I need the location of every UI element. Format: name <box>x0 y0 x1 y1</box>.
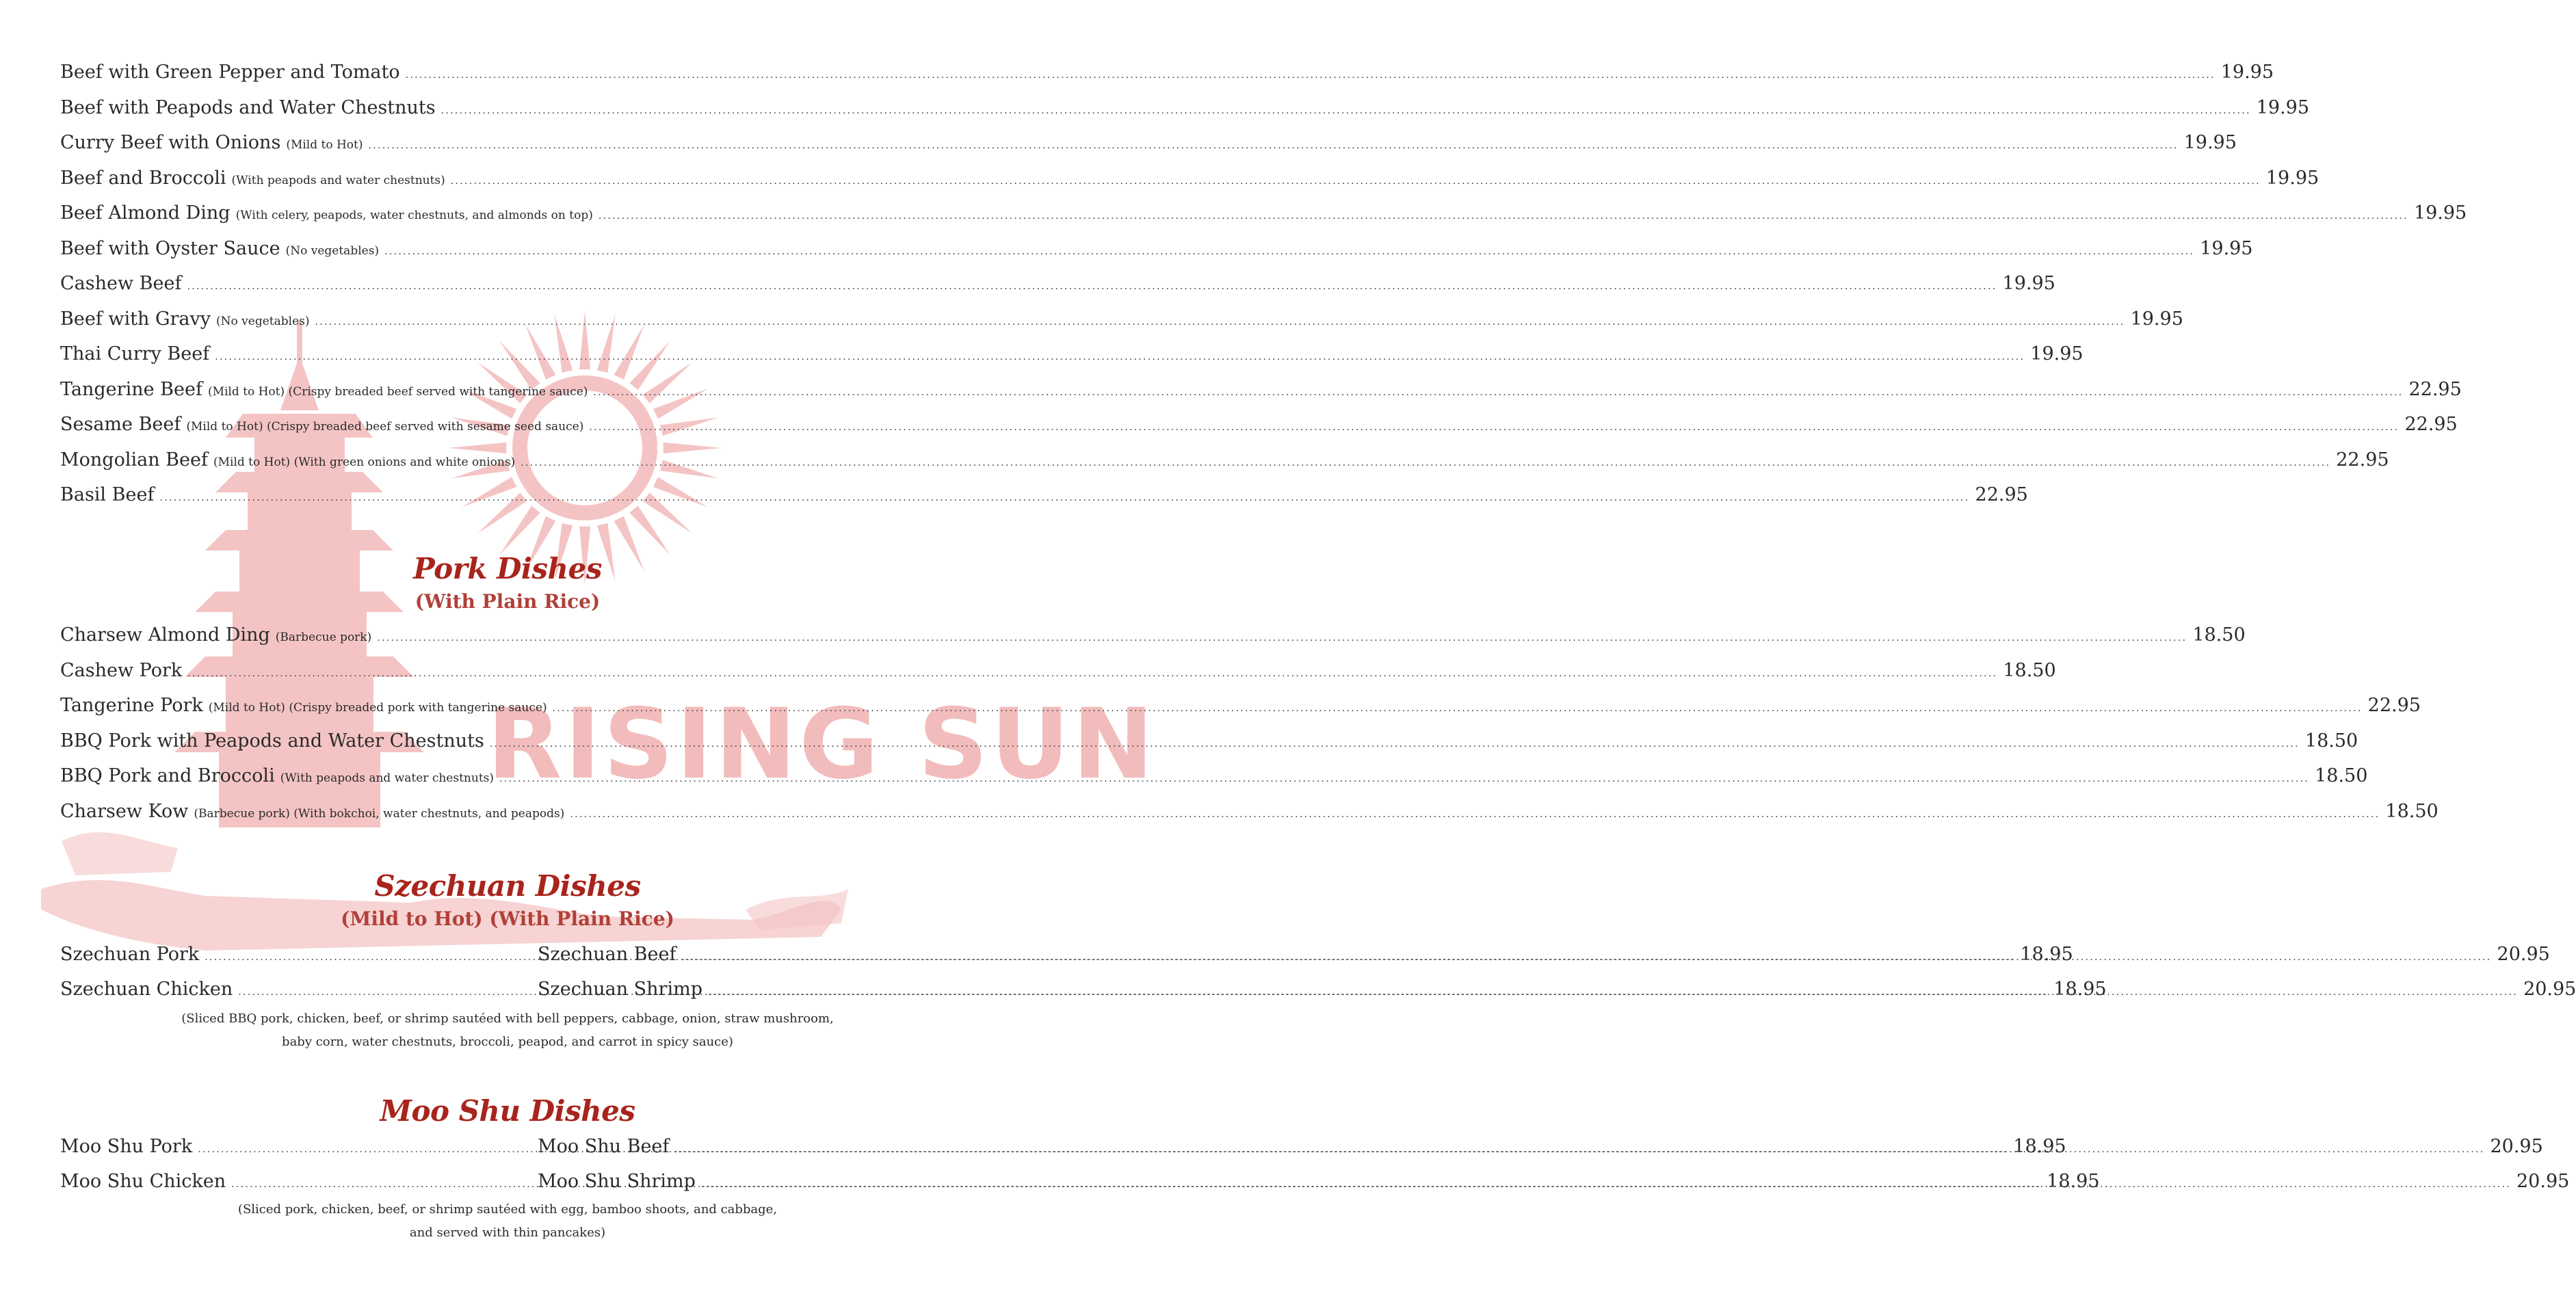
szechuan-section-title: Szechuan Dishes <box>374 869 641 903</box>
dot-leader <box>187 281 1997 293</box>
dish-note: (Mild to Hot) <box>286 138 363 152</box>
dot-leader <box>681 952 2491 964</box>
dish-price: 20.95 <box>2523 979 2576 1000</box>
menu-row <box>60 273 2055 295</box>
dish-note: (With celery, peapods, water chestnuts, and almonds on top) <box>235 209 593 222</box>
dish-note: (Barbecue pork) (With bokchoi, water chestnuts, and peapods) <box>194 806 565 821</box>
dot-leader <box>377 633 2187 644</box>
dot-leader <box>674 1144 2484 1156</box>
dish-name: Beef and Broccoli <box>60 167 226 189</box>
dish-price: 18.50 <box>2304 730 2358 752</box>
dish-price: 19.95 <box>2256 96 2309 118</box>
dish-name: Beef with Oyster Sauce <box>60 237 280 259</box>
dish-price: 22.95 <box>2408 378 2462 400</box>
dish-price: 18.95 <box>2020 944 2073 965</box>
menu-row <box>60 659 2056 682</box>
dot-leader <box>406 70 2216 81</box>
menu-row <box>60 343 2084 365</box>
szechuan-description-line-2: baby corn, water chestnuts, broccoli, peapod, and carrot in spicy sauce) <box>282 1035 733 1049</box>
menu-row <box>60 624 2246 646</box>
dish-name: Cashew Pork <box>60 659 183 681</box>
dish-price: 22.95 <box>2367 695 2421 716</box>
dish-name: Szechuan Shrimp <box>538 979 702 1000</box>
dot-leader <box>570 809 2380 821</box>
dish-name: Tangerine Beef <box>60 378 202 400</box>
menu-row <box>60 449 2389 471</box>
dot-leader <box>708 987 2518 998</box>
dish-price: 19.95 <box>2030 343 2084 364</box>
mooshu-description-line-2: and served with thin pancakes) <box>409 1225 606 1240</box>
dish-price: 19.95 <box>2183 132 2237 153</box>
dish-price: 20.95 <box>2497 944 2550 965</box>
dish-note: (Barbecue pork) <box>275 631 372 644</box>
dish-note: (No vegetables) <box>216 314 310 328</box>
dish-name: Basil Beef <box>60 484 155 505</box>
dish-note: (Mild to Hot) (Crispy breaded beef served with tangerine sauce) <box>207 384 588 399</box>
dot-leader <box>159 492 1969 504</box>
dish-name: Tangerine Pork <box>60 695 203 716</box>
dish-price: 19.95 <box>2130 308 2183 330</box>
dot-leader <box>215 352 2025 363</box>
dish-price: 19.95 <box>2413 202 2467 224</box>
dish-name: Szechuan Pork <box>60 944 200 965</box>
dish-price: 18.95 <box>2013 1136 2066 1157</box>
dish-name: Moo Shu Beef <box>538 1136 670 1157</box>
dish-price: 18.50 <box>2192 624 2246 646</box>
dot-leader <box>593 387 2403 399</box>
menu-row <box>60 765 2368 787</box>
dish-price: 18.50 <box>2315 765 2368 786</box>
dish-price: 18.95 <box>2053 979 2107 1000</box>
dish-name: Moo Shu Pork <box>60 1136 193 1157</box>
szechuan-description <box>0 1007 1015 1054</box>
dish-name: Charsew Almond Ding <box>60 624 270 646</box>
menu-row <box>60 414 2458 436</box>
dish-price: 19.95 <box>2002 273 2055 294</box>
dish-name: Thai Curry Beef <box>60 343 210 364</box>
dot-leader <box>187 668 1997 680</box>
dot-leader <box>384 246 2194 258</box>
dot-leader <box>369 140 2179 152</box>
dish-name: BBQ Pork and Broccoli <box>60 765 275 786</box>
dish-name: Beef with Gravy <box>60 308 211 330</box>
dish-price: 19.95 <box>2220 62 2274 83</box>
dish-price: 18.50 <box>2003 659 2056 681</box>
dish-price: 18.95 <box>2047 1171 2100 1192</box>
menu-row <box>60 800 2439 823</box>
dot-leader <box>451 176 2261 187</box>
dish-name: Charsew Kow <box>60 800 189 822</box>
dish-note: (No vegetables) <box>285 243 380 258</box>
menu-row <box>60 695 2421 717</box>
menu-row <box>60 484 2028 506</box>
menu-row <box>60 132 2237 154</box>
menu-row <box>60 96 2309 119</box>
dish-name: Curry Beef with Onions <box>60 132 281 153</box>
watermark-brand-text: RISING SUN <box>487 688 1157 801</box>
dish-name: Moo Shu Shrimp <box>538 1171 696 1192</box>
dish-price: 22.95 <box>1975 484 2028 505</box>
dish-note: (Mild to Hot) (With green onions and white onions) <box>213 455 516 469</box>
dish-price: 19.95 <box>2265 167 2319 189</box>
dish-note: (With peapods and water chestnuts) <box>280 771 495 785</box>
pork-section-title: Pork Dishes <box>413 552 602 585</box>
dish-name: Szechuan Beef <box>538 944 676 965</box>
mooshu-description <box>0 1198 1015 1245</box>
szechuan-description-line-1: (Sliced BBQ pork, chicken, beef, or shrimp sautéed with bell peppers, cabbage, onion, straw mushroom, <box>181 1011 834 1026</box>
menu-row <box>60 378 2462 401</box>
dish-note: (With peapods and water chestnuts) <box>231 173 445 187</box>
dish-note: (Mild to Hot) (Crispy breaded pork with tangerine sauce) <box>208 701 547 715</box>
mooshu-description-line-1: (Sliced pork, chicken, beef, or shrimp sautéed with egg, bamboo shoots, and cabbage, <box>237 1202 778 1217</box>
dish-name: Szechuan Chicken <box>60 979 233 1000</box>
mooshu-section-title: Moo Shu Dishes <box>380 1094 635 1128</box>
pork-section-subtitle: (With Plain Rice) <box>415 590 601 613</box>
dish-name: Cashew Beef <box>60 273 182 294</box>
menu-row <box>60 202 2467 224</box>
dish-price: 20.95 <box>2490 1136 2543 1157</box>
menu-row <box>60 730 2358 752</box>
dish-price: 22.95 <box>2336 449 2389 470</box>
dish-name: BBQ Pork with Peapods and Water Chestnuts <box>60 730 484 752</box>
dish-name: Beef Almond Ding <box>60 202 231 224</box>
dish-price: 18.50 <box>2385 800 2439 822</box>
dish-price: 19.95 <box>2200 237 2253 259</box>
dot-leader <box>490 739 2300 750</box>
dish-price: 20.95 <box>2516 1171 2570 1192</box>
dot-leader <box>599 211 2408 222</box>
menu-row <box>60 308 2183 330</box>
dot-leader <box>521 457 2330 469</box>
dish-name: Moo Shu Chicken <box>60 1171 226 1192</box>
dot-leader <box>701 1179 2511 1191</box>
szechuan-section-subtitle: (Mild to Hot) (With Plain Rice) <box>341 907 674 930</box>
dish-price: 22.95 <box>2404 414 2458 435</box>
menu-row <box>60 167 2319 189</box>
dot-leader <box>553 703 2363 715</box>
dish-name: Sesame Beef <box>60 414 181 435</box>
dot-leader <box>589 422 2399 434</box>
dish-name: Beef with Peapods and Water Chestnuts <box>60 96 436 118</box>
dish-note: (Mild to Hot) (Crispy breaded beef served with sesame seed sauce) <box>186 420 584 434</box>
dot-leader <box>499 773 2309 785</box>
menu-row <box>60 62 2274 83</box>
menu-row <box>60 237 2253 260</box>
dot-leader <box>315 317 2125 328</box>
dish-name: Mongolian Beef <box>60 449 208 470</box>
dish-name: Beef with Green Pepper and Tomato <box>60 62 400 83</box>
dot-leader <box>441 105 2251 117</box>
